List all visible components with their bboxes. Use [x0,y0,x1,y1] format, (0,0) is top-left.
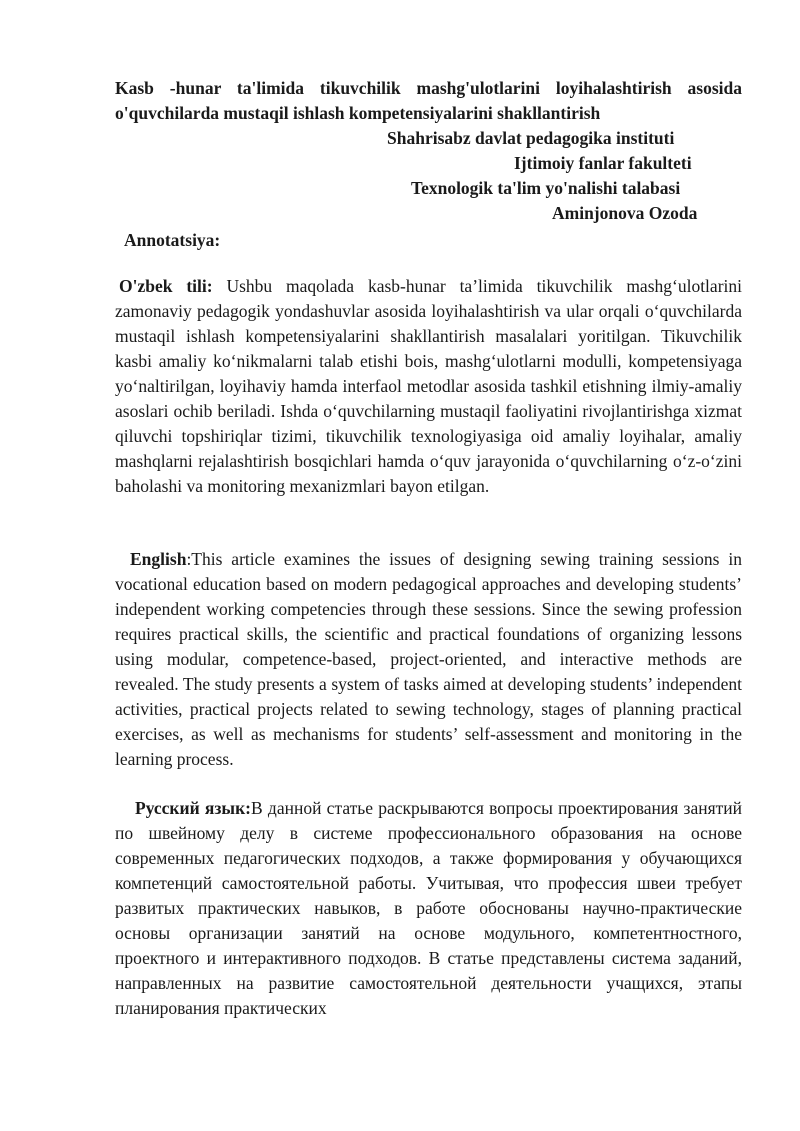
abstract-russian [115,796,742,1021]
abstract-english-text: :This article examines the issues of designing sewing training sessions in vocational education based on modern pedagogical approaches and developing students’ independent working competencies through these sessions. Since the sewing profession requires practical skills, the scientific and practical foundations of organizing lessons using modular, competence-based, project-oriented, and interactive methods are revealed. The study presents a system of tasks aimed at developing students’ independent activities, practical projects related to sewing technology, stages of planning practical exercises, as well as mechanisms for students’ self-assessment and monitoring in the learning process. [115,549,742,769]
abstract-russian-text: В данной статье раскрываются вопросы проектирования занятий по швейному делу в системе профессионального образования на основе современных педагогических подходов, а также формирования у обучающихся компетенций самостоятельной работы. Учитывая, что профессия швеи требует развитых практических навыков, в работе обоснованы научно-практические основы организации занятий на основе модульного, компетентностного, проектного и интерактивного подходов. В статье представлены система заданий, направленных на развитие самостоятельной деятельности учащихся, этапы планирования практических [115,798,743,1018]
abstract-english-label: English [130,549,187,569]
author-name: Aminjonova Ozoda [552,203,698,223]
program-name: Texnologik ta'lim yo'nalishi talabasi [411,178,681,198]
annotation-heading: Annotatsiya: [124,230,221,250]
faculty-name: Ijtimoiy fanlar fakulteti [514,153,692,173]
abstract-english [115,547,742,772]
institute-name: Shahrisabz davlat pedagogika instituti [387,128,675,148]
abstract-russian-label: Русский язык: [135,798,252,818]
abstract-uzbek-label: O'zbek tili: [119,276,213,296]
paper-title: Kasb -hunar ta'limida tikuvchilik mashg'ulotlarini loyihalashtirish asosida o'quvchilarda mustaqil ishlash kompetensiyalarini shakllantirish [115,78,742,123]
abstract-uzbek-text: Ushbu maqolada kasb-hunar ta’limida tikuvchilik mashg‘ulotlarini zamonaviy pedagogik yondashuvlar asosida loyihalashtirish va ular orqali o‘quvchilarda mustaqil ishlash kompetensiyalarini shakllantirish masalalari yoritilgan. Tikuvchilik kasbi amaliy ko‘nikmalarni talab etishi bois, mashg‘ulotlarni modulli, kompetensiyaga yo‘naltirilgan, loyihaviy hamda interfaol metodlar asosida tashkil etishning ilmiy-amaliy asoslari ochib beriladi. Ishda o‘quvchilarning mustaqil faoliyatini rivojlantirishga xizmat qiluvchi topshiriqlar tizimi, tikuvchilik texnologiyasiga oid amaliy loyihalar, amaliy mashqlarni rejalashtirish bosqichlari hamda o‘quv jarayonida o‘quvchilarning o‘z-o‘zini baholashi va monitoring mexanizmlari bayon etilgan. [115,276,742,496]
abstract-uzbek [115,274,742,499]
